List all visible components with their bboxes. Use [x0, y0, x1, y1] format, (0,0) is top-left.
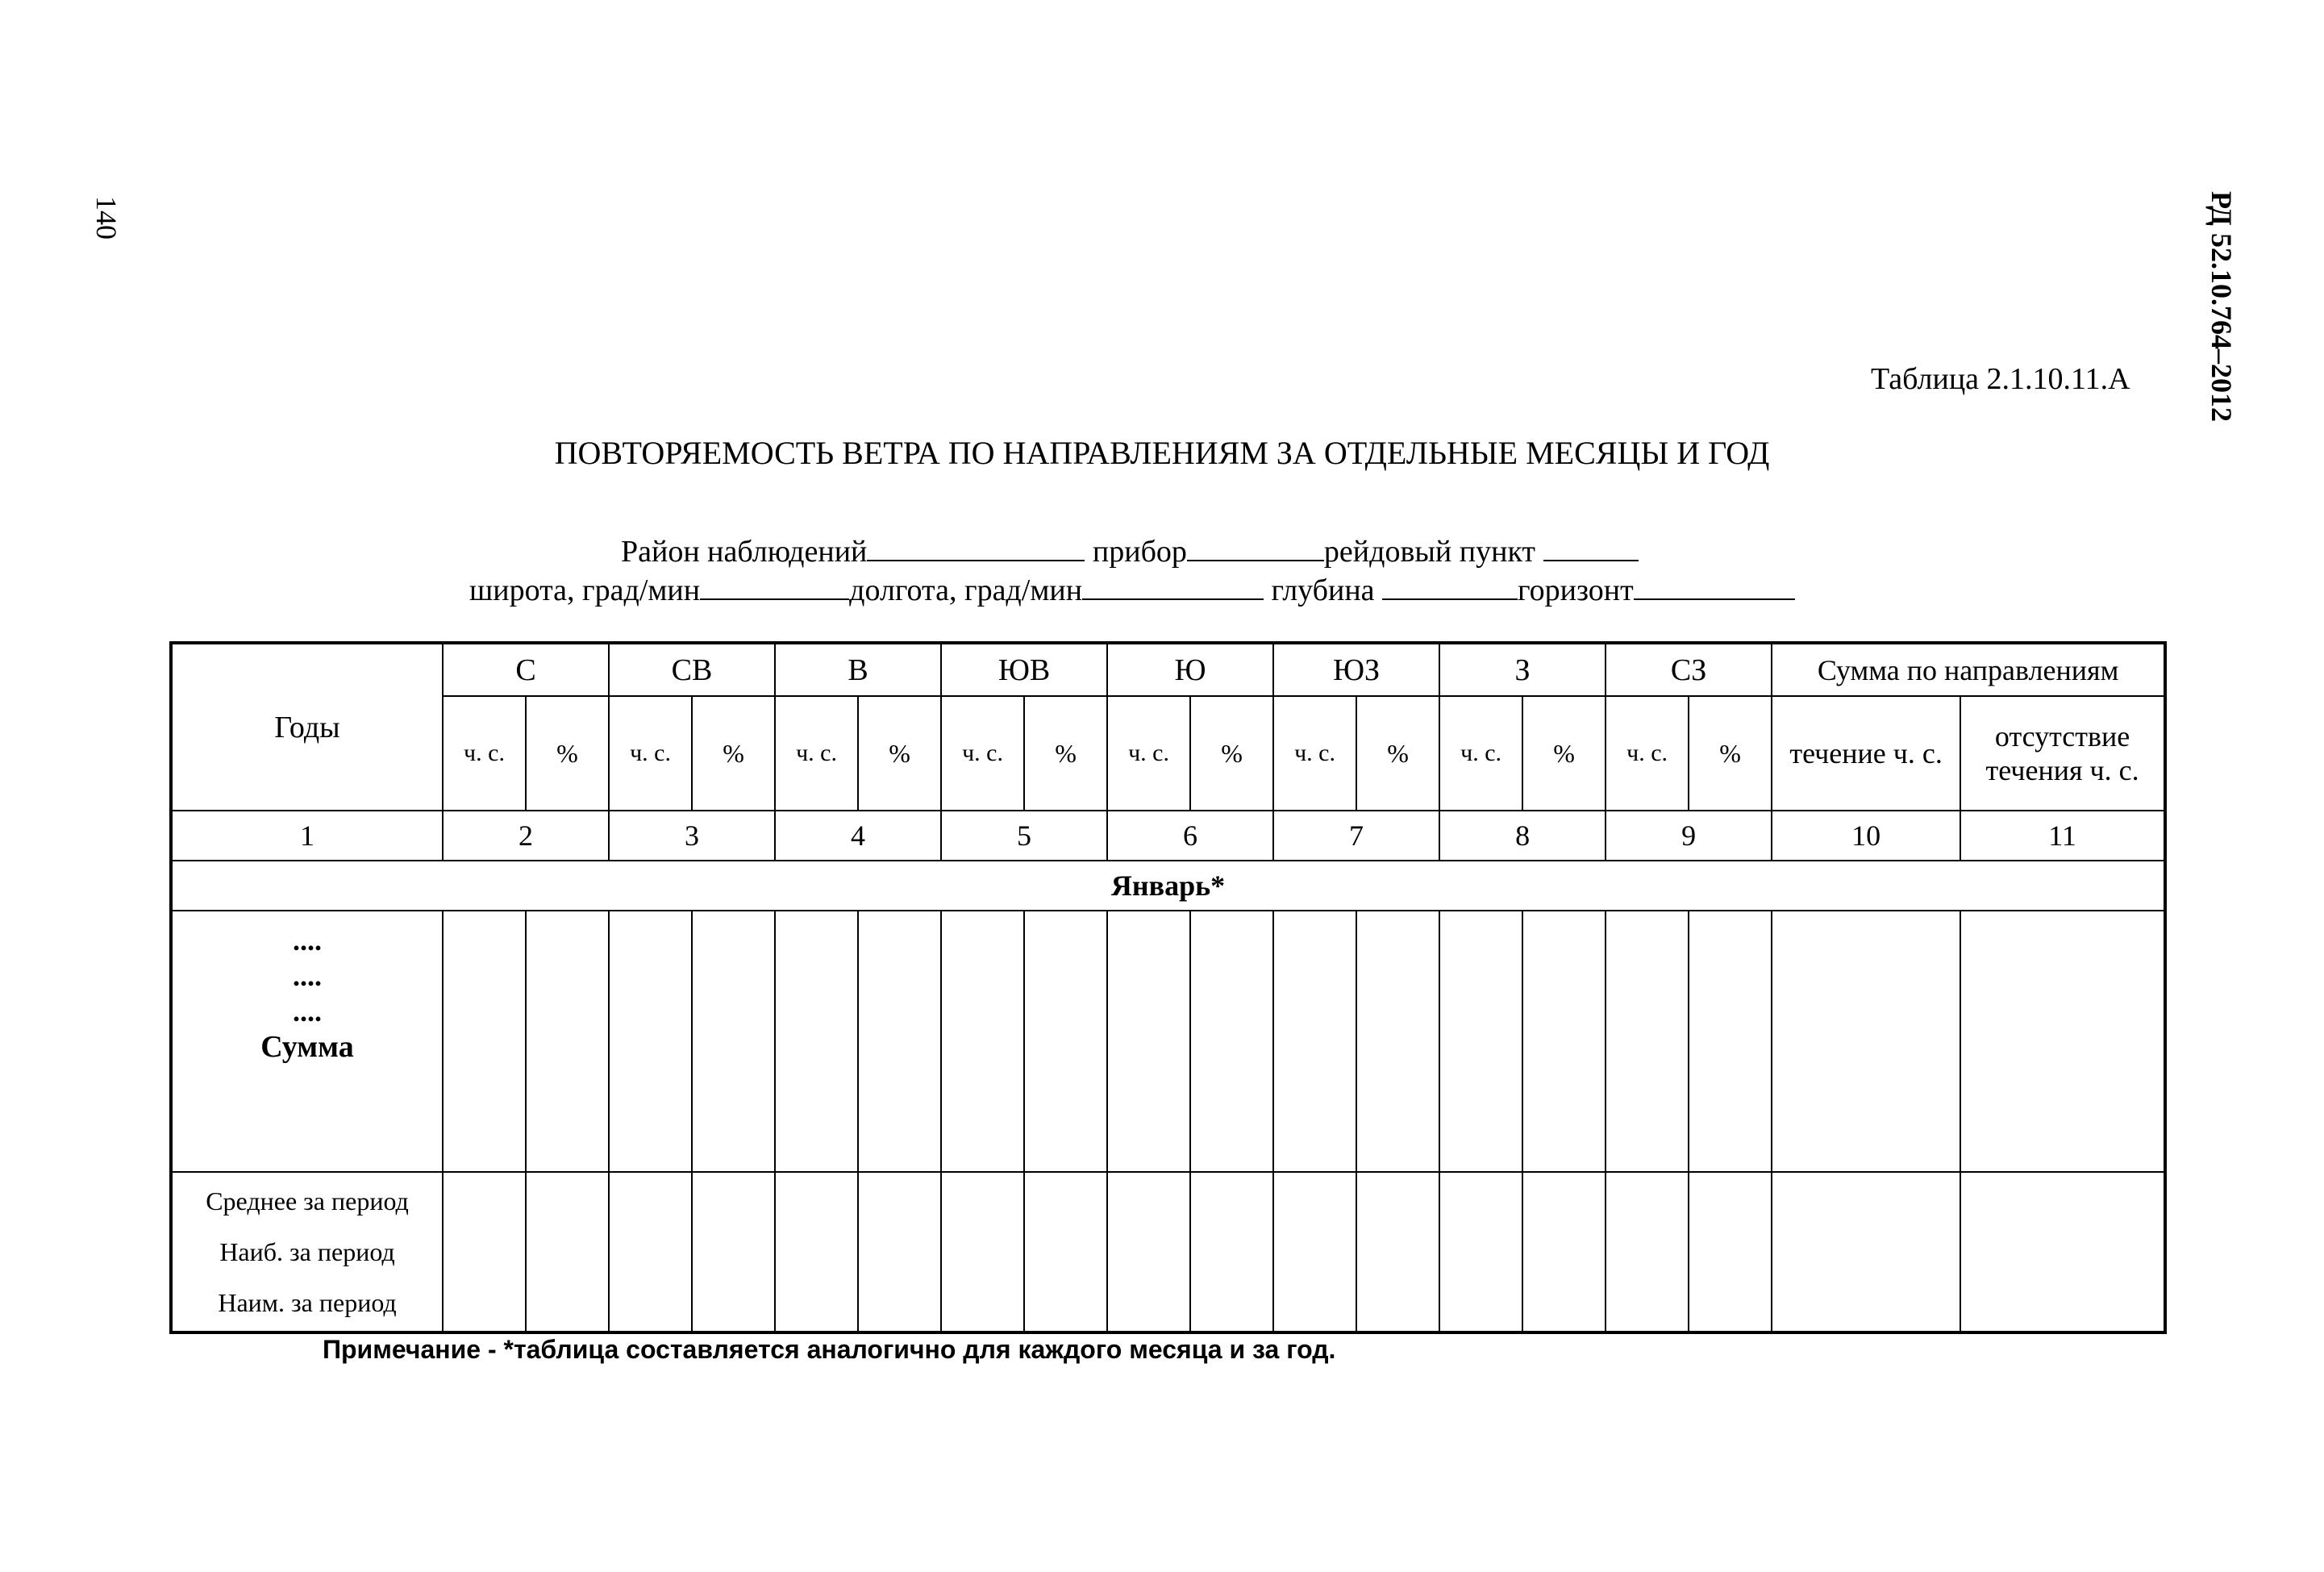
- roadstead-field[interactable]: [1543, 532, 1639, 561]
- sum-header: Сумма по направлениям: [1772, 643, 2165, 696]
- region-label: Район наблюдений: [621, 535, 868, 569]
- column-number: 9: [1606, 811, 1772, 861]
- stats-cell: [171, 1172, 443, 1332]
- column-number: 4: [775, 811, 941, 861]
- page-title: ПОВТОРЯЕМОСТЬ ВЕТРА ПО НАПРАВЛЕНИЯМ ЗА ОТДЕЛЬНЫЕ МЕСЯЦЫ И ГОД: [554, 435, 1770, 471]
- data-cell[interactable]: [443, 911, 526, 1172]
- data-cell[interactable]: [692, 911, 775, 1172]
- stats-row: [171, 1172, 2165, 1332]
- data-cell[interactable]: [1273, 911, 1356, 1172]
- longitude-label: долгота, град/мин: [849, 573, 1083, 607]
- data-cell[interactable]: [1772, 911, 1960, 1172]
- data-cell[interactable]: [858, 1172, 941, 1332]
- sub-percent: %: [858, 696, 941, 811]
- data-cell[interactable]: [1439, 1172, 1522, 1332]
- dir-header: З: [1439, 643, 1606, 696]
- region-field[interactable]: [867, 532, 1085, 561]
- data-cell[interactable]: [858, 911, 941, 1172]
- month-row: [171, 861, 2165, 911]
- data-cell[interactable]: [1606, 911, 1689, 1172]
- data-cell[interactable]: [941, 1172, 1024, 1332]
- data-cell[interactable]: [443, 1172, 526, 1332]
- sub-hours: ч. с.: [1606, 696, 1689, 811]
- ellipsis: ....: [293, 960, 322, 992]
- data-cell[interactable]: [692, 1172, 775, 1332]
- sub-percent: %: [692, 696, 775, 811]
- sub-hours: ч. с.: [443, 696, 526, 811]
- data-cell[interactable]: [1689, 911, 1772, 1172]
- data-cell[interactable]: [1356, 911, 1439, 1172]
- column-number: 7: [1273, 811, 1439, 861]
- depth-label: глубина: [1271, 573, 1375, 607]
- data-cell[interactable]: [1190, 1172, 1273, 1332]
- dir-header: Ю: [1107, 643, 1273, 696]
- latitude-label: широта, град/мин: [469, 573, 701, 607]
- no-current-hours-header: отсутствие течения ч. с.: [1960, 696, 2165, 811]
- table-number: Таблица 2.1.10.11.А: [1871, 362, 2130, 396]
- horizon-field[interactable]: [1634, 571, 1795, 600]
- data-cell[interactable]: [1190, 911, 1273, 1172]
- sub-hours: ч. с.: [1439, 696, 1522, 811]
- direction-header-row: [171, 643, 2165, 696]
- dir-header: СВ: [609, 643, 775, 696]
- sub-percent: %: [1356, 696, 1439, 811]
- sub-hours: ч. с.: [1273, 696, 1356, 811]
- sum-row-label: Сумма: [260, 1030, 354, 1064]
- data-cell[interactable]: [1960, 1172, 2165, 1332]
- column-number-row: [171, 811, 2165, 861]
- column-number: 11: [1960, 811, 2165, 861]
- depth-field[interactable]: [1382, 571, 1518, 600]
- data-cell[interactable]: [1522, 1172, 1606, 1332]
- document-code: РД 52.10.764–2012: [2205, 191, 2238, 422]
- sub-percent: %: [1522, 696, 1606, 811]
- min-label: Наим. за период: [218, 1287, 397, 1317]
- device-field[interactable]: [1187, 532, 1324, 561]
- column-number: 3: [609, 811, 775, 861]
- ellipsis: ....: [293, 924, 322, 957]
- sub-percent: %: [1024, 696, 1107, 811]
- table-note: Примечание - *таблица составляется аналогично для каждого месяца и за год.: [323, 1335, 1336, 1364]
- latitude-field[interactable]: [700, 571, 849, 600]
- sub-hours: ч. с.: [941, 696, 1024, 811]
- dir-header: СЗ: [1606, 643, 1772, 696]
- data-cell[interactable]: [1107, 1172, 1190, 1332]
- column-number: 6: [1107, 811, 1273, 861]
- data-cell[interactable]: [1273, 1172, 1356, 1332]
- page-number: 140: [90, 196, 123, 240]
- device-label: прибор: [1092, 535, 1187, 569]
- data-cell[interactable]: [1356, 1172, 1439, 1332]
- data-cell[interactable]: [1960, 911, 2165, 1172]
- years-header: Годы: [171, 643, 443, 811]
- sub-percent: %: [1689, 696, 1772, 811]
- years-data-row: [171, 911, 2165, 1172]
- sub-hours: ч. с.: [609, 696, 692, 811]
- form-line-2: [469, 571, 1795, 608]
- form-line-1: [621, 532, 1639, 569]
- longitude-field[interactable]: [1082, 571, 1264, 600]
- dir-header: С: [443, 643, 609, 696]
- subheader-row: [171, 696, 2165, 811]
- sub-hours: ч. с.: [1107, 696, 1190, 811]
- column-number: 5: [941, 811, 1107, 861]
- data-cell[interactable]: [1772, 1172, 1960, 1332]
- data-cell[interactable]: [1522, 911, 1606, 1172]
- data-cell[interactable]: [1439, 911, 1522, 1172]
- avg-label: Среднее за период: [206, 1186, 409, 1215]
- sub-percent: %: [526, 696, 609, 811]
- data-cell[interactable]: [1689, 1172, 1772, 1332]
- column-number: 1: [171, 811, 443, 861]
- column-number: 8: [1439, 811, 1606, 861]
- ellipsis: ....: [293, 995, 322, 1028]
- data-cell[interactable]: [775, 1172, 858, 1332]
- roadstead-label: рейдовый пункт: [1323, 535, 1536, 569]
- dir-header: ЮЗ: [1273, 643, 1439, 696]
- month-label: Январь*: [171, 861, 2165, 911]
- current-hours-header: течение ч. с.: [1772, 696, 1960, 811]
- max-label: Наиб. за период: [219, 1236, 395, 1266]
- data-cell[interactable]: [941, 911, 1024, 1172]
- data-cell[interactable]: [1606, 1172, 1689, 1332]
- data-cell[interactable]: [1107, 911, 1190, 1172]
- data-cell[interactable]: [1024, 911, 1107, 1172]
- sub-percent: %: [1190, 696, 1273, 811]
- dir-header: В: [775, 643, 941, 696]
- data-cell[interactable]: [609, 1172, 692, 1332]
- horizon-label: горизонт: [1518, 573, 1634, 607]
- wind-frequency-table: [169, 641, 2167, 1334]
- column-number: 2: [443, 811, 609, 861]
- data-cell[interactable]: [526, 1172, 609, 1332]
- data-cell[interactable]: [609, 911, 692, 1172]
- data-cell[interactable]: [1024, 1172, 1107, 1332]
- dir-header: ЮВ: [941, 643, 1107, 696]
- years-cell: [171, 911, 443, 1172]
- data-cell[interactable]: [775, 911, 858, 1172]
- sub-hours: ч. с.: [775, 696, 858, 811]
- column-number: 10: [1772, 811, 1960, 861]
- data-cell[interactable]: [526, 911, 609, 1172]
